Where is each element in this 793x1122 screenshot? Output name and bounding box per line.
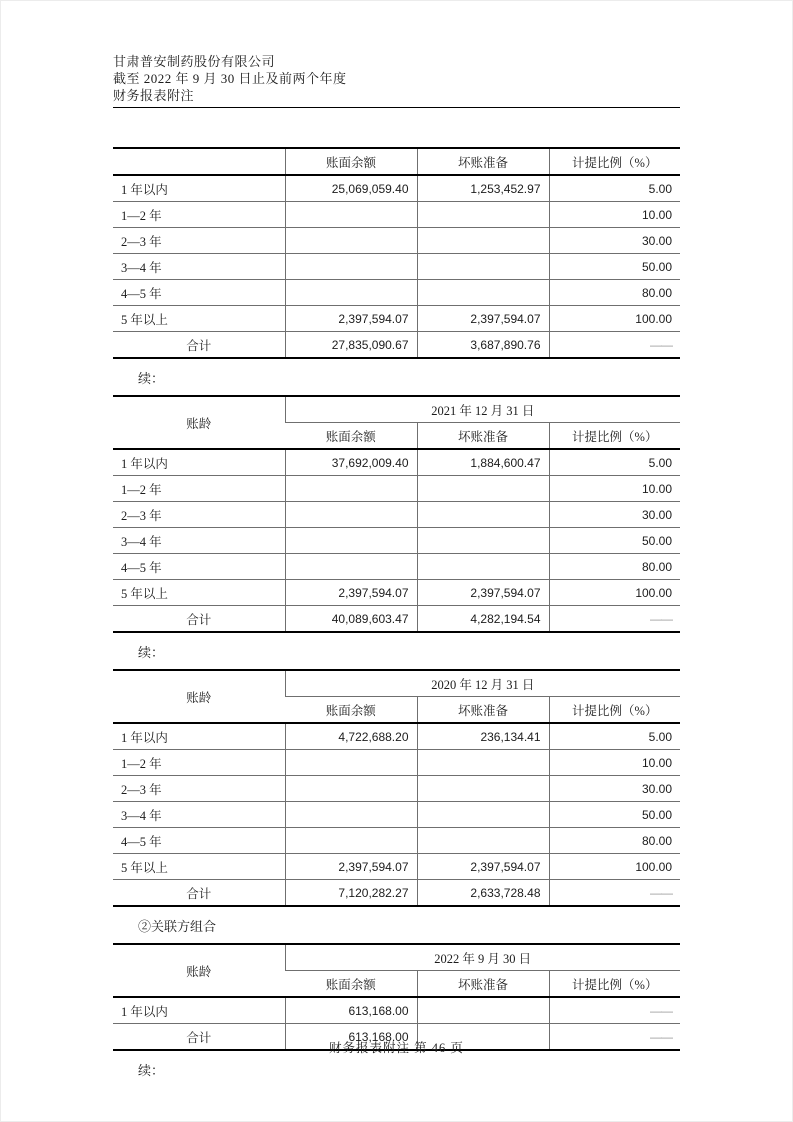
- provision-cell: [417, 554, 549, 580]
- aging-bucket-label: 2—3 年: [113, 228, 285, 254]
- ratio-cell: ——: [549, 606, 680, 633]
- balance-cell: 37,692,009.40: [285, 449, 417, 476]
- section-heading-related-party: ②关联方组合: [138, 919, 217, 934]
- table-row: [113, 306, 680, 332]
- total-row: [113, 880, 680, 907]
- ratio-cell: 10.00: [549, 202, 680, 228]
- table-row: [113, 723, 680, 750]
- table-row: [113, 502, 680, 528]
- provision-cell: 2,397,594.07: [417, 306, 549, 332]
- balance-cell: [285, 828, 417, 854]
- balance-cell: 7,120,282.27: [285, 880, 417, 907]
- ratio-cell: 100.00: [549, 306, 680, 332]
- table-row: [113, 997, 680, 1024]
- aging-bucket-label: 1—2 年: [113, 476, 285, 502]
- provision-cell: 2,397,594.07: [417, 854, 549, 880]
- balance-cell: [285, 502, 417, 528]
- balance-cell: 613,168.00: [285, 997, 417, 1024]
- aging-bucket-label: 4—5 年: [113, 828, 285, 854]
- balance-cell: [285, 228, 417, 254]
- ratio-cell: 30.00: [549, 776, 680, 802]
- table-row: [113, 202, 680, 228]
- report-period: 截至 2022 年 9 月 30 日止及前两个年度: [113, 71, 347, 86]
- ratio-cell: ——: [549, 880, 680, 907]
- ratio-cell: 80.00: [549, 828, 680, 854]
- ratio-cell: 100.00: [549, 854, 680, 880]
- ratio-cell: 5.00: [549, 449, 680, 476]
- balance-cell: 27,835,090.67: [285, 332, 417, 359]
- table-row: [113, 449, 680, 476]
- total-row: [113, 606, 680, 633]
- provision-cell: [417, 997, 549, 1024]
- provision-cell: [417, 750, 549, 776]
- provision-cell: [417, 802, 549, 828]
- provision-cell: [417, 476, 549, 502]
- ratio-cell: 50.00: [549, 802, 680, 828]
- column-header-2: 计提比例（%）: [549, 971, 680, 998]
- provision-cell: [417, 776, 549, 802]
- table-row: [113, 228, 680, 254]
- aging-bucket-label: 合计: [186, 1030, 212, 1045]
- ratio-cell: 10.00: [549, 476, 680, 502]
- table-row: [113, 580, 680, 606]
- table-row: [113, 776, 680, 802]
- provision-cell: 2,633,728.48: [417, 880, 549, 907]
- aging-bucket-label: 合计: [186, 338, 212, 353]
- balance-cell: 40,089,603.47: [285, 606, 417, 633]
- table-row: [113, 854, 680, 880]
- provision-cell: 2,397,594.07: [417, 580, 549, 606]
- provision-cell: [417, 254, 549, 280]
- continuation-label: 续：: [138, 371, 165, 386]
- ratio-cell: ——: [549, 1024, 680, 1051]
- provision-cell: 3,687,890.76: [417, 332, 549, 359]
- table-row: [113, 802, 680, 828]
- aging-bucket-label: 3—4 年: [113, 528, 285, 554]
- column-header-0: 账面余额: [285, 423, 417, 450]
- ratio-cell: 5.00: [549, 175, 680, 202]
- balance-cell: [285, 280, 417, 306]
- ratio-cell: 80.00: [549, 280, 680, 306]
- balance-cell: [285, 476, 417, 502]
- provision-cell: 4,282,194.54: [417, 606, 549, 633]
- balance-cell: 2,397,594.07: [285, 854, 417, 880]
- aging-column-header: 账龄: [113, 396, 285, 449]
- column-header-0: 账面余额: [285, 697, 417, 724]
- column-header-2: 计提比例（%）: [549, 423, 680, 450]
- total-row: [113, 332, 680, 359]
- provision-cell: [417, 528, 549, 554]
- provision-cell: 1,253,452.97: [417, 175, 549, 202]
- aging-bucket-label: 3—4 年: [113, 254, 285, 280]
- provision-cell: [417, 228, 549, 254]
- aging-table-2021: [113, 395, 680, 633]
- column-header-1: 坏账准备: [417, 971, 549, 998]
- aging-bucket-label: 5 年以上: [113, 580, 285, 606]
- document-header: [113, 0, 680, 104]
- aging-bucket-label: 4—5 年: [113, 280, 285, 306]
- aging-table-2020: [113, 669, 680, 907]
- table-row: [113, 750, 680, 776]
- column-header-0: 账面余额: [285, 148, 417, 175]
- aging-bucket-label: 1—2 年: [113, 202, 285, 228]
- ratio-cell: 80.00: [549, 554, 680, 580]
- ratio-cell: 30.00: [549, 228, 680, 254]
- aging-bucket-label: 4—5 年: [113, 554, 285, 580]
- header-divider: [113, 107, 680, 108]
- balance-cell: 613,168.00: [285, 1024, 417, 1051]
- aging-table-current-period: [113, 147, 680, 359]
- column-header-0: 账面余额: [285, 971, 417, 998]
- continuation-label: 续：: [138, 645, 165, 660]
- aging-bucket-label: 3—4 年: [113, 802, 285, 828]
- aging-bucket-label: 5 年以上: [113, 306, 285, 332]
- aging-bucket-label: 1 年以内: [113, 175, 285, 202]
- aging-bucket-label: 1 年以内: [113, 723, 285, 750]
- column-header-2: 计提比例（%）: [549, 148, 680, 175]
- provision-cell: [417, 280, 549, 306]
- balance-cell: [285, 254, 417, 280]
- ratio-cell: 50.00: [549, 254, 680, 280]
- provision-cell: 1,884,600.47: [417, 449, 549, 476]
- provision-cell: [417, 828, 549, 854]
- balance-cell: [285, 750, 417, 776]
- balance-cell: 4,722,688.20: [285, 723, 417, 750]
- ratio-cell: 5.00: [549, 723, 680, 750]
- table-row: [113, 528, 680, 554]
- aging-bucket-label: 1 年以内: [113, 449, 285, 476]
- balance-cell: [285, 554, 417, 580]
- company-name: 甘肃普安制药股份有限公司: [113, 54, 276, 69]
- aging-bucket-label: 2—3 年: [113, 502, 285, 528]
- column-header-1: 坏账准备: [417, 697, 549, 724]
- table-row: [113, 828, 680, 854]
- table-row: [113, 280, 680, 306]
- balance-cell: [285, 802, 417, 828]
- column-header-1: 坏账准备: [417, 148, 549, 175]
- date-header-cell: 2022 年 9 月 30 日: [285, 944, 680, 971]
- column-header-2: 计提比例（%）: [549, 697, 680, 724]
- balance-cell: [285, 202, 417, 228]
- continuation-label: 续：: [138, 1063, 165, 1078]
- column-header-1: 坏账准备: [417, 423, 549, 450]
- date-header-cell: 2021 年 12 月 31 日: [285, 396, 680, 423]
- aging-bucket-label: 1—2 年: [113, 750, 285, 776]
- aging-table-related-party-2022: [113, 943, 680, 1051]
- doc-title: 财务报表附注: [113, 88, 195, 103]
- aging-column-header: [113, 148, 285, 175]
- aging-bucket-label: 2—3 年: [113, 776, 285, 802]
- ratio-cell: 10.00: [549, 750, 680, 776]
- aging-bucket-label: 合计: [186, 612, 212, 627]
- ratio-cell: 100.00: [549, 580, 680, 606]
- provision-cell: 236,134.41: [417, 723, 549, 750]
- balance-cell: 2,397,594.07: [285, 580, 417, 606]
- ratio-cell: ——: [549, 332, 680, 359]
- table-row: [113, 554, 680, 580]
- balance-cell: [285, 528, 417, 554]
- aging-column-header: 账龄: [113, 670, 285, 723]
- aging-bucket-label: 合计: [186, 886, 212, 901]
- balance-cell: 2,397,594.07: [285, 306, 417, 332]
- provision-cell: [417, 502, 549, 528]
- page-footer: 财务报表附注 第 46 页: [329, 1041, 464, 1055]
- aging-column-header: 账龄: [113, 944, 285, 997]
- ratio-cell: 30.00: [549, 502, 680, 528]
- balance-cell: [285, 776, 417, 802]
- aging-bucket-label: 5 年以上: [113, 854, 285, 880]
- ratio-cell: ——: [549, 997, 680, 1024]
- table-row: [113, 175, 680, 202]
- ratio-cell: 50.00: [549, 528, 680, 554]
- date-header-cell: 2020 年 12 月 31 日: [285, 670, 680, 697]
- balance-cell: 25,069,059.40: [285, 175, 417, 202]
- table-row: [113, 254, 680, 280]
- table-row: [113, 476, 680, 502]
- provision-cell: [417, 202, 549, 228]
- aging-bucket-label: 1 年以内: [113, 997, 285, 1024]
